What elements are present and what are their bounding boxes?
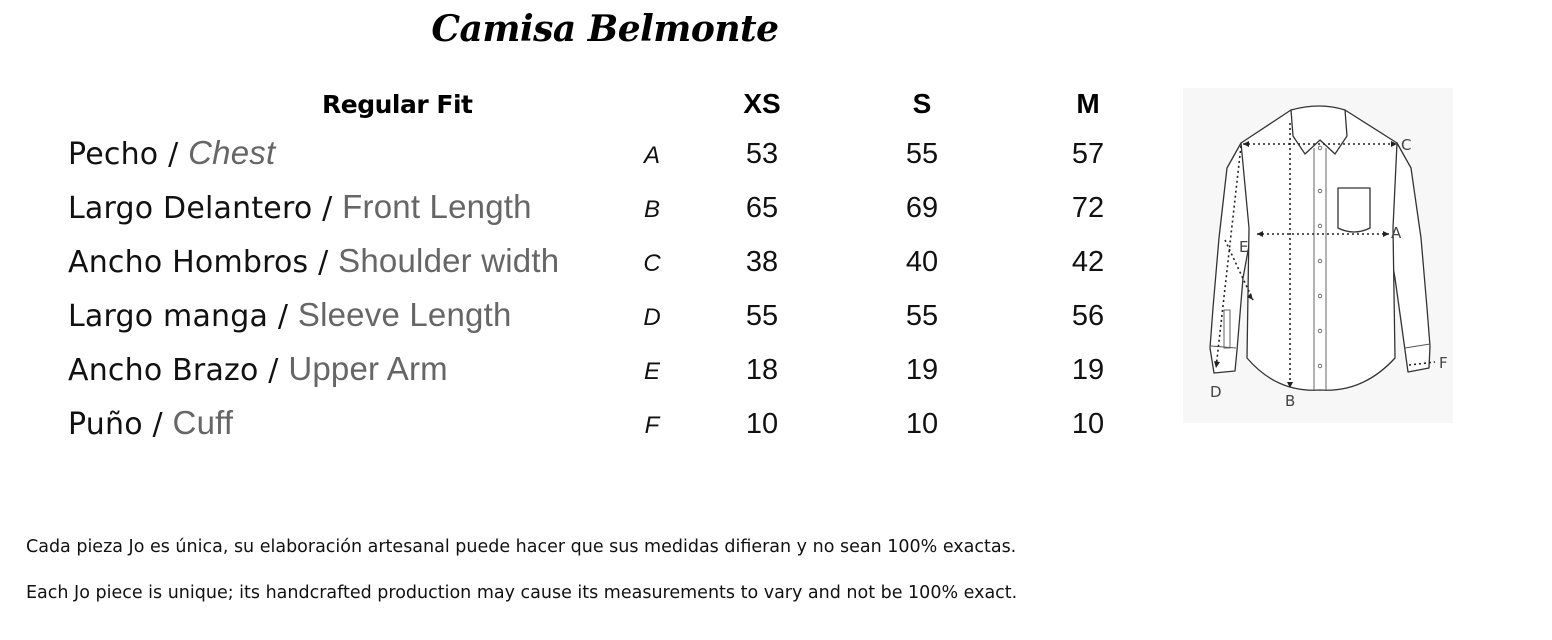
value-xs: 18 [745, 354, 779, 386]
table-row [0, 134, 1160, 188]
value-s: 40 [905, 246, 939, 278]
measure-label [68, 404, 233, 442]
measure-label [68, 188, 532, 226]
table-row [0, 296, 1160, 350]
measure-code: D [643, 304, 661, 331]
diagram-label-b: B [1285, 392, 1296, 410]
value-m: 19 [1071, 354, 1105, 386]
disclaimer-en: Each Jo piece is unique; its handcrafted production may cause its measurements to vary and not be 100% exact. [26, 583, 1018, 603]
measure-label-es: Ancho Brazo / [68, 353, 279, 388]
value-m: 10 [1071, 408, 1105, 440]
value-xs: 53 [745, 138, 779, 170]
shirt-diagram [1183, 88, 1453, 423]
table-row [0, 188, 1160, 242]
measure-code: F [644, 412, 660, 439]
value-xs: 55 [745, 300, 779, 332]
measure-label-es: Largo Delantero / [68, 191, 333, 226]
measure-code: B [643, 196, 660, 223]
size-header-s: S [912, 88, 932, 119]
measure-label-en: Cuff [172, 404, 234, 441]
page-title: Camisa Belmonte [431, 8, 779, 50]
measure-label [68, 350, 448, 388]
value-s: 19 [905, 354, 939, 386]
shirt-body [1241, 110, 1397, 390]
diagram-label-c: C [1401, 136, 1412, 154]
value-m: 56 [1071, 300, 1105, 332]
measure-code: E [643, 358, 660, 385]
value-s: 10 [905, 408, 939, 440]
value-xs: 65 [745, 192, 779, 224]
value-s: 55 [905, 300, 939, 332]
value-m: 57 [1071, 138, 1105, 170]
table-row [0, 242, 1160, 296]
value-xs: 10 [745, 408, 779, 440]
measure-label [68, 134, 275, 172]
measure-label [68, 296, 512, 334]
measure-label-en: Front Length [342, 188, 532, 225]
table-row [0, 404, 1160, 458]
measure-label-es: Largo manga / [68, 299, 289, 334]
measure-label-en: Shoulder width [338, 242, 560, 279]
shirt-pocket [1338, 188, 1370, 232]
measure-label-es: Ancho Hombros / [68, 245, 329, 280]
size-header-m: M [1076, 88, 1100, 119]
measure-label-es: Puño / [68, 407, 163, 442]
diagram-label-f: F [1439, 354, 1448, 372]
diagram-label-e: E [1239, 238, 1249, 256]
measure-code: A [643, 142, 660, 169]
measure-label [68, 242, 559, 280]
diagram-label-d: D [1210, 383, 1222, 401]
value-m: 42 [1071, 246, 1105, 278]
value-s: 69 [905, 192, 939, 224]
value-m: 72 [1071, 192, 1105, 224]
diagram-label-a: A [1391, 224, 1402, 242]
fit-header: Regular Fit [322, 90, 473, 119]
measure-label-en: Sleeve Length [297, 296, 512, 333]
size-header-xs: XS [743, 88, 781, 119]
value-s: 55 [905, 138, 939, 170]
value-xs: 38 [745, 246, 779, 278]
disclaimer-es: Cada pieza Jo es única, su elaboración artesanal puede hacer que sus medidas difieran y no sean 100% exactas. [26, 537, 1017, 557]
measure-label-en: Chest [188, 134, 276, 171]
measure-label-en: Upper Arm [288, 350, 448, 387]
measure-label-es: Pecho / [68, 137, 179, 172]
measure-code: C [643, 250, 661, 277]
table-row [0, 350, 1160, 404]
